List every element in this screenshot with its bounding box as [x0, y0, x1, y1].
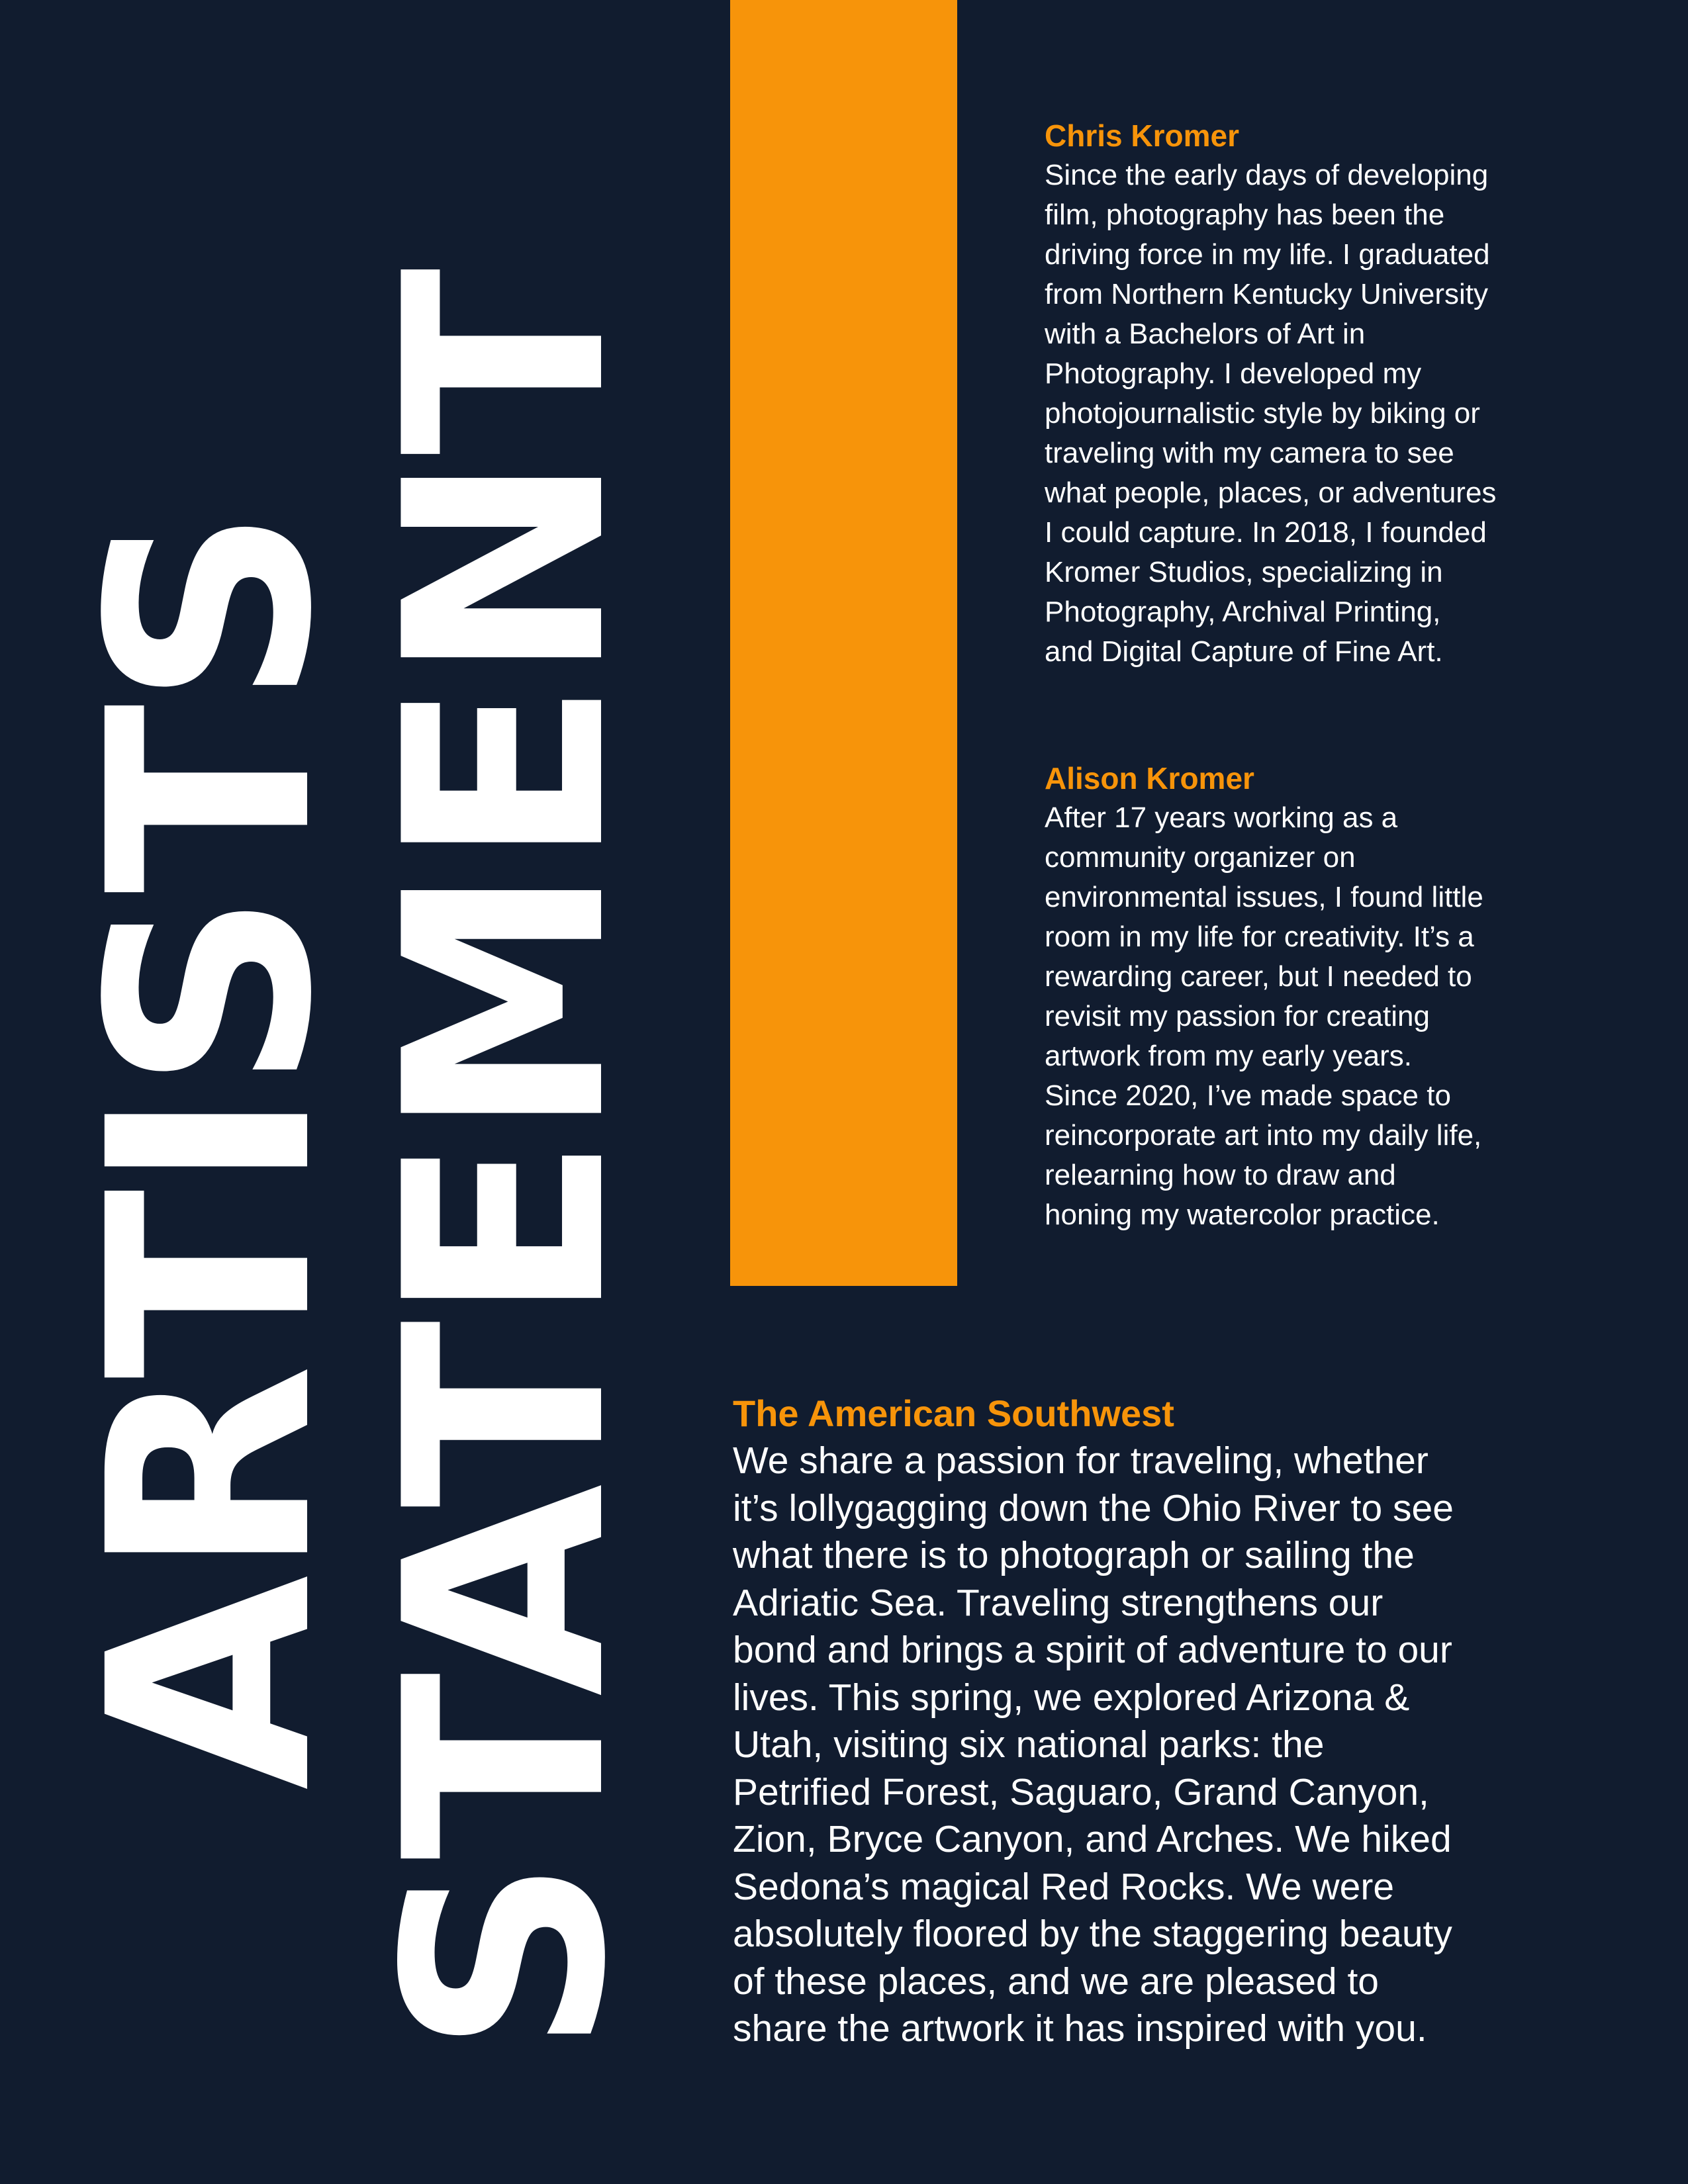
bio-chris: [1045, 116, 1614, 672]
southwest-section: [733, 1390, 1646, 2053]
bio-text: Since the early days of developing film, photography has been the driving force in my life. I graduated from Northern Kentucky University with a Bachelors of Art in Photography. I developed my photojournalistic style by biking or traveling with my camera to see what people, places, or adventures I could capture. In 2018, I founded Kromer Studios, specializing in Photography, Archival Printing, and Digital Capture of Fine Art.: [1045, 159, 1497, 668]
bio-text: After 17 years working as a community organizer on environmental issues, I found little room in my life for creativity. It’s a rewarding career, but I needed to revisit my passion for creating artwork from my early years. Since 2020, I’ve made space to reincorporate art into my daily life, relearning how to draw and honing my watercolor practice.: [1045, 801, 1483, 1231]
bio-name: Chris Kromer: [1045, 118, 1239, 153]
bio-name: Alison Kromer: [1045, 761, 1254, 796]
orange-accent-bar: [730, 0, 957, 1286]
bio-alison: [1045, 758, 1614, 1235]
section-heading: The American Southwest: [733, 1392, 1174, 1434]
title-artists: ARTISTS: [50, 509, 373, 1790]
title-statement: STATEMENT: [346, 270, 666, 2055]
section-text: We share a passion for traveling, whether it’s lollygagging down the Ohio River to see what there is to photograph or sailing the Adriatic Sea. Traveling strengthens our bond and brings a spirit of adventure to our lives. This spring, we explored Arizona & Utah, visiting six national parks: the Petrified Forest, Saguaro, Grand Canyon, Zion, Bryce Canyon, and Arches. We hiked Sedona’s magical Red Rocks. We were absolutely floored by the staggering beauty of these places, and we are pleased to share the artwork it has inspired with you.: [733, 1439, 1454, 2050]
